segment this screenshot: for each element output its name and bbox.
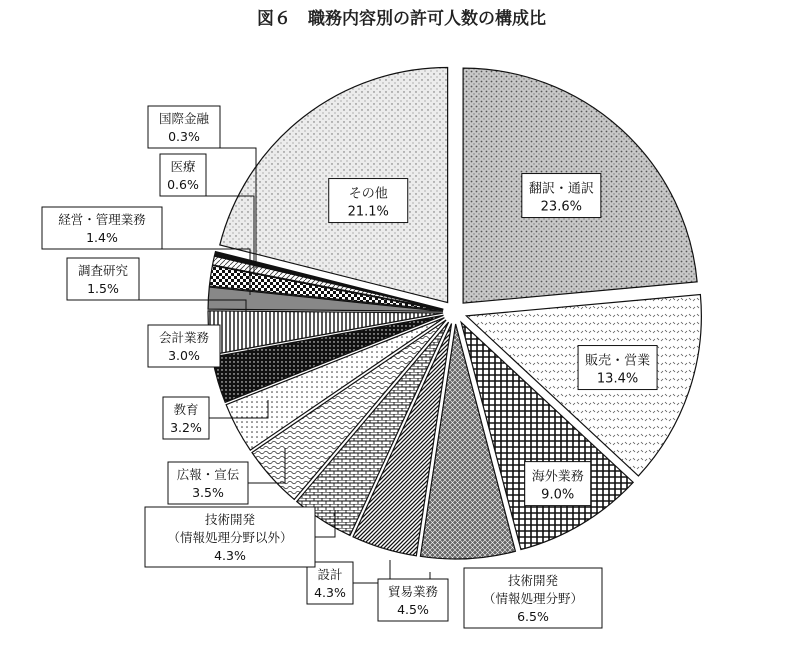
- slice-name-label-14: その他: [348, 186, 388, 202]
- slice-value-label-9: 3.0%: [168, 348, 200, 363]
- slice-name-label-1: 販売・営業: [585, 353, 651, 369]
- slice-name-label-12: 医療: [170, 159, 196, 174]
- slice-value-label-11: 1.4%: [86, 230, 118, 245]
- slice-name-label-5: 設計: [317, 567, 343, 582]
- slice-name-label-6: （情報処理分野以外）: [167, 530, 293, 545]
- slice-value-label-4: 4.5%: [397, 602, 429, 617]
- slice-name-label-9: 会計業務: [158, 330, 210, 345]
- slice-name-label-2: 海外業務: [531, 469, 584, 485]
- chart-title: 図６ 職務内容別の許可人数の構成比: [257, 9, 546, 29]
- slice-name-label-11: 経営・管理業務: [58, 212, 146, 227]
- slice-name-label-7: 広報・宣伝: [176, 467, 240, 482]
- slice-name-label-0: 翻訳・通訳: [528, 181, 594, 197]
- slice-value-label-10: 1.5%: [87, 281, 119, 296]
- slice-name-label-8: 教育: [173, 402, 199, 417]
- slice-value-label-1: 13.4%: [596, 371, 639, 387]
- slice-name-label-10: 調査研究: [77, 263, 129, 278]
- slice-value-label-0: 23.6%: [540, 199, 582, 215]
- slice-value-label-3: 6.5%: [517, 609, 549, 624]
- slice-value-label-8: 3.2%: [170, 420, 202, 435]
- slice-name-label-6: 技術開発: [204, 512, 256, 527]
- slices-group: [208, 68, 701, 559]
- slice-name-label-3: （情報処理分野）: [482, 591, 584, 606]
- slice-name-label-4: 貿易業務: [387, 584, 439, 599]
- slice-value-label-14: 21.1%: [347, 204, 389, 220]
- slice-value-label-5: 4.3%: [314, 585, 346, 600]
- slice-value-label-13: 0.3%: [168, 129, 200, 144]
- slice-name-label-3: 技術開発: [507, 573, 559, 588]
- slice-name-label-13: 国際金融: [158, 111, 210, 126]
- slice-value-label-12: 0.6%: [167, 177, 199, 192]
- slice-value-label-6: 4.3%: [214, 548, 246, 563]
- slice-value-label-2: 9.0%: [541, 487, 575, 503]
- slice-value-label-7: 3.5%: [192, 485, 224, 500]
